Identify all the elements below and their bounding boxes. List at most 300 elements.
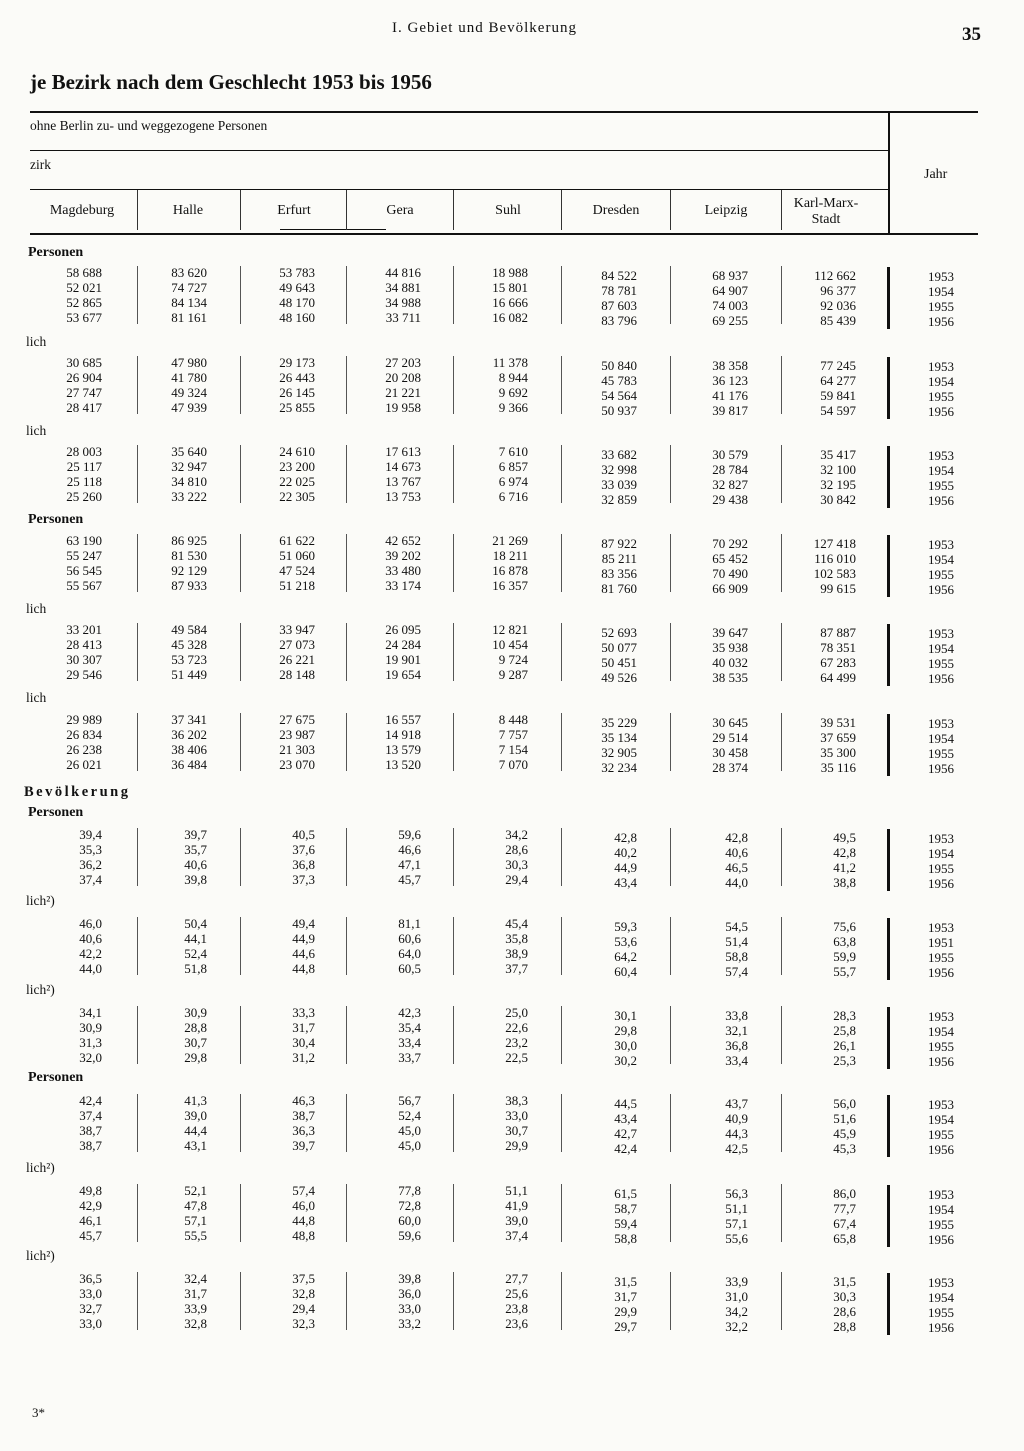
table-cell: 39,7 bbox=[184, 827, 207, 842]
table-cell: 33,9 bbox=[184, 1301, 207, 1316]
table-cell: 46,0 bbox=[79, 916, 102, 931]
table-cell: 86,0 bbox=[833, 1186, 856, 1201]
table-cell: 92 129 bbox=[171, 563, 207, 578]
table-cell: 30 307 bbox=[66, 652, 102, 667]
table-cell: 116 010 bbox=[814, 551, 856, 566]
table-cell: 32,3 bbox=[292, 1316, 315, 1331]
table-cell: 47,8 bbox=[184, 1198, 207, 1213]
year-cell: 1956 bbox=[928, 671, 954, 686]
table-cell: 39,0 bbox=[505, 1213, 528, 1228]
table-cell: 49 526 bbox=[601, 670, 637, 685]
table-cell: 41,3 bbox=[184, 1093, 207, 1108]
table-cell: 49,8 bbox=[79, 1183, 102, 1198]
table-cell: 84 522 bbox=[601, 268, 637, 283]
table-cell: 37,4 bbox=[505, 1228, 528, 1243]
table-cell: 38 535 bbox=[712, 670, 748, 685]
table-cell: 31,7 bbox=[614, 1289, 637, 1304]
table-cell: 85 439 bbox=[820, 313, 856, 328]
table-cell: 33,0 bbox=[398, 1301, 421, 1316]
table-cell: 14 918 bbox=[385, 727, 421, 742]
table-cell: 39,8 bbox=[398, 1271, 421, 1286]
table-cell: 36 123 bbox=[712, 373, 748, 388]
table-cell: 19 958 bbox=[385, 400, 421, 415]
table-cell: 35 229 bbox=[601, 715, 637, 730]
table-cell: 31,7 bbox=[292, 1020, 315, 1035]
table-cell: 39 647 bbox=[712, 625, 748, 640]
table-cell: 50 937 bbox=[601, 403, 637, 418]
table-cell: 26 443 bbox=[279, 370, 315, 385]
table-cell: 8 944 bbox=[498, 370, 528, 385]
table-cell: 28,6 bbox=[833, 1304, 856, 1319]
table-cell: 55,7 bbox=[833, 964, 856, 979]
table-cell: 38,9 bbox=[505, 946, 528, 961]
table-cell: 23 070 bbox=[279, 757, 315, 772]
table-cell: 45,7 bbox=[398, 872, 421, 887]
table-cell: 37 341 bbox=[171, 712, 207, 727]
table-cell: 23 987 bbox=[279, 727, 315, 742]
table-cell: 50 077 bbox=[601, 640, 637, 655]
table-cell: 67,4 bbox=[833, 1216, 856, 1231]
table-cell: 9 692 bbox=[498, 385, 528, 400]
table-cell: 44,8 bbox=[292, 961, 315, 976]
table-cell: 59,6 bbox=[398, 827, 421, 842]
table-cell: 33 480 bbox=[385, 563, 421, 578]
table-cell: 16 557 bbox=[385, 712, 421, 727]
table-cell: 55 567 bbox=[66, 578, 102, 593]
table-cell: 38,7 bbox=[292, 1108, 315, 1123]
year-cell: 1954 bbox=[928, 731, 954, 746]
year-cell: 1953 bbox=[928, 1097, 954, 1112]
table-cell: 53,6 bbox=[614, 934, 637, 949]
table-cell: 36 484 bbox=[171, 757, 207, 772]
running-head: I. Gebiet und Bevölkerung bbox=[392, 20, 577, 36]
year-cell: 1953 bbox=[928, 1275, 954, 1290]
table-cell: 33,4 bbox=[725, 1053, 748, 1068]
rule-sub bbox=[30, 150, 888, 151]
table-cell: 25,3 bbox=[833, 1053, 856, 1068]
table-cell: 34,2 bbox=[505, 827, 528, 842]
table-cell: 39,4 bbox=[79, 827, 102, 842]
table-cell: 68 937 bbox=[712, 268, 748, 283]
table-cell: 44,9 bbox=[614, 860, 637, 875]
table-cell: 59,6 bbox=[398, 1228, 421, 1243]
table-cell: 58,7 bbox=[614, 1201, 637, 1216]
table-cell: 33,0 bbox=[505, 1108, 528, 1123]
table-cell: 30,1 bbox=[614, 1008, 637, 1023]
table-cell: 11 378 bbox=[492, 355, 528, 370]
table-cell: 34,2 bbox=[725, 1304, 748, 1319]
table-cell: 42,8 bbox=[725, 830, 748, 845]
table-cell: 29,8 bbox=[184, 1050, 207, 1065]
year-cell: 1953 bbox=[928, 920, 954, 935]
year-cell: 1953 bbox=[928, 716, 954, 731]
table-cell: 57,1 bbox=[184, 1213, 207, 1228]
year-separator bbox=[887, 357, 890, 419]
table-cell: 30 579 bbox=[712, 447, 748, 462]
table-cell: 45,9 bbox=[833, 1126, 856, 1141]
table-cell: 49,5 bbox=[833, 830, 856, 845]
table-cell: 48,8 bbox=[292, 1228, 315, 1243]
table-cell: 39,7 bbox=[292, 1138, 315, 1153]
table-cell: 33 174 bbox=[385, 578, 421, 593]
column-header-halle: Halle bbox=[172, 203, 204, 218]
table-cell: 42,7 bbox=[614, 1126, 637, 1141]
table-cell: 43,7 bbox=[725, 1096, 748, 1111]
year-cell: 1951 bbox=[928, 935, 954, 950]
table-cell: 63,8 bbox=[833, 934, 856, 949]
table-cell: 74 003 bbox=[712, 298, 748, 313]
table-cell: 27 747 bbox=[66, 385, 102, 400]
table-cell: 10 454 bbox=[492, 637, 528, 652]
table-cell: 45,0 bbox=[398, 1138, 421, 1153]
table-cell: 83 620 bbox=[171, 265, 207, 280]
table-cell: 30,9 bbox=[184, 1005, 207, 1020]
year-separator bbox=[887, 1095, 890, 1157]
table-cell: 29 173 bbox=[279, 355, 315, 370]
table-cell: 49 324 bbox=[171, 385, 207, 400]
table-cell: 42,8 bbox=[614, 830, 637, 845]
year-cell: 1956 bbox=[928, 314, 954, 329]
column-header-leipzig: Leipzig bbox=[704, 203, 748, 218]
table-cell: 25 260 bbox=[66, 489, 102, 504]
table-cell: 32 234 bbox=[601, 760, 637, 775]
group-label-personen: Personen bbox=[28, 805, 84, 820]
table-cell: 33 711 bbox=[385, 310, 421, 325]
table-cell: 43,4 bbox=[614, 875, 637, 890]
jahr-divider bbox=[888, 112, 890, 234]
page-title: je Bezirk nach dem Geschlecht 1953 bis 1956 bbox=[30, 70, 432, 94]
table-cell: 9 366 bbox=[498, 400, 528, 415]
table-cell: 33,9 bbox=[725, 1274, 748, 1289]
sub-label: lich²) bbox=[26, 1248, 55, 1263]
table-cell: 67 283 bbox=[820, 655, 856, 670]
table-cell: 40,6 bbox=[79, 931, 102, 946]
header-column-separator bbox=[137, 190, 138, 230]
year-cell: 1956 bbox=[928, 582, 954, 597]
table-cell: 23,2 bbox=[505, 1035, 528, 1050]
table-cell: 70 490 bbox=[712, 566, 748, 581]
table-cell: 46,0 bbox=[292, 1198, 315, 1213]
table-cell: 96 377 bbox=[820, 283, 856, 298]
table-cell: 21 303 bbox=[279, 742, 315, 757]
table-cell: 25 117 bbox=[66, 459, 102, 474]
table-cell: 6 716 bbox=[498, 489, 528, 504]
table-cell: 26 904 bbox=[66, 370, 102, 385]
table-cell: 43,4 bbox=[614, 1111, 637, 1126]
header-column-separator bbox=[346, 190, 347, 230]
table-cell: 29,9 bbox=[614, 1304, 637, 1319]
table-cell: 38 406 bbox=[171, 742, 207, 757]
table-cell: 9 724 bbox=[498, 652, 528, 667]
table-cell: 37,7 bbox=[505, 961, 528, 976]
table-subtitle: ohne Berlin zu- und weggezogene Personen bbox=[30, 118, 268, 133]
table-cell: 87 603 bbox=[601, 298, 637, 313]
table-cell: 41 176 bbox=[712, 388, 748, 403]
table-cell: 29,9 bbox=[505, 1138, 528, 1153]
table-cell: 99 615 bbox=[820, 581, 856, 596]
table-cell: 33 682 bbox=[601, 447, 637, 462]
header-column-separator bbox=[670, 190, 671, 230]
table-cell: 34 810 bbox=[171, 474, 207, 489]
table-cell: 27 073 bbox=[279, 637, 315, 652]
table-cell: 25,6 bbox=[505, 1286, 528, 1301]
table-cell: 57,4 bbox=[725, 964, 748, 979]
table-cell: 60,0 bbox=[398, 1213, 421, 1228]
table-cell: 33 201 bbox=[66, 622, 102, 637]
year-cell: 1956 bbox=[928, 493, 954, 508]
year-cell: 1956 bbox=[928, 876, 954, 891]
table-cell: 44,0 bbox=[79, 961, 102, 976]
table-cell: 39 531 bbox=[820, 715, 856, 730]
rule-head-bottom bbox=[30, 233, 978, 235]
table-cell: 53 783 bbox=[279, 265, 315, 280]
table-cell: 81 760 bbox=[601, 581, 637, 596]
table-cell: 56 545 bbox=[66, 563, 102, 578]
table-cell: 35 134 bbox=[601, 730, 637, 745]
table-cell: 42,2 bbox=[79, 946, 102, 961]
table-cell: 29,4 bbox=[292, 1301, 315, 1316]
table-cell: 45 328 bbox=[171, 637, 207, 652]
table-cell: 31,5 bbox=[833, 1274, 856, 1289]
year-cell: 1954 bbox=[928, 374, 954, 389]
table-cell: 42,4 bbox=[79, 1093, 102, 1108]
table-cell: 27,7 bbox=[505, 1271, 528, 1286]
table-cell: 36,5 bbox=[79, 1271, 102, 1286]
year-cell: 1954 bbox=[928, 1112, 954, 1127]
table-cell: 86 925 bbox=[171, 533, 207, 548]
year-cell: 1954 bbox=[928, 1202, 954, 1217]
table-cell: 45 783 bbox=[601, 373, 637, 388]
table-cell: 23,8 bbox=[505, 1301, 528, 1316]
table-cell: 41,9 bbox=[505, 1198, 528, 1213]
table-cell: 33 039 bbox=[601, 477, 637, 492]
table-cell: 56,7 bbox=[398, 1093, 421, 1108]
column-header-dresden: Dresden bbox=[592, 203, 640, 218]
table-cell: 70 292 bbox=[712, 536, 748, 551]
sub-label: lich²) bbox=[26, 982, 55, 997]
table-cell: 49 584 bbox=[171, 622, 207, 637]
table-cell: 51,6 bbox=[833, 1111, 856, 1126]
year-cell: 1955 bbox=[928, 746, 954, 761]
table-cell: 44,1 bbox=[184, 931, 207, 946]
table-cell: 33 222 bbox=[171, 489, 207, 504]
table-cell: 42,9 bbox=[79, 1198, 102, 1213]
year-cell: 1953 bbox=[928, 359, 954, 374]
table-cell: 59,9 bbox=[833, 949, 856, 964]
table-cell: 29,7 bbox=[614, 1319, 637, 1334]
table-subtitle-bezirk: zirk bbox=[30, 157, 51, 172]
table-cell: 35,8 bbox=[505, 931, 528, 946]
year-cell: 1953 bbox=[928, 269, 954, 284]
year-separator bbox=[887, 535, 890, 597]
year-cell: 1954 bbox=[928, 641, 954, 656]
table-cell: 38 358 bbox=[712, 358, 748, 373]
table-cell: 31,0 bbox=[725, 1289, 748, 1304]
table-cell: 37,4 bbox=[79, 1108, 102, 1123]
table-cell: 85 211 bbox=[601, 551, 637, 566]
table-cell: 33,0 bbox=[79, 1286, 102, 1301]
table-cell: 36,3 bbox=[292, 1123, 315, 1138]
table-cell: 30 458 bbox=[712, 745, 748, 760]
year-cell: 1953 bbox=[928, 626, 954, 641]
table-cell: 22,5 bbox=[505, 1050, 528, 1065]
table-cell: 35 640 bbox=[171, 444, 207, 459]
table-cell: 31,2 bbox=[292, 1050, 315, 1065]
table-cell: 17 613 bbox=[385, 444, 421, 459]
table-cell: 36,8 bbox=[725, 1038, 748, 1053]
year-cell: 1956 bbox=[928, 965, 954, 980]
table-cell: 75,6 bbox=[833, 919, 856, 934]
table-cell: 43,1 bbox=[184, 1138, 207, 1153]
table-cell: 52 865 bbox=[66, 295, 102, 310]
table-cell: 19 654 bbox=[385, 667, 421, 682]
year-cell: 1954 bbox=[928, 284, 954, 299]
year-separator bbox=[887, 1273, 890, 1335]
table-cell: 64 499 bbox=[820, 670, 856, 685]
table-cell: 58,8 bbox=[725, 949, 748, 964]
table-cell: 32,8 bbox=[292, 1286, 315, 1301]
rule-columns bbox=[30, 189, 888, 190]
table-cell: 127 418 bbox=[813, 536, 856, 551]
year-separator bbox=[887, 829, 890, 891]
table-cell: 65 452 bbox=[712, 551, 748, 566]
table-cell: 60,5 bbox=[398, 961, 421, 976]
table-cell: 46,3 bbox=[292, 1093, 315, 1108]
table-cell: 32 947 bbox=[171, 459, 207, 474]
table-cell: 65,8 bbox=[833, 1231, 856, 1246]
table-cell: 36 202 bbox=[171, 727, 207, 742]
table-cell: 29 514 bbox=[712, 730, 748, 745]
table-cell: 30,7 bbox=[184, 1035, 207, 1050]
header-column-separator bbox=[240, 190, 241, 230]
year-cell: 1953 bbox=[928, 1009, 954, 1024]
table-cell: 51,1 bbox=[505, 1183, 528, 1198]
table-cell: 20 208 bbox=[385, 370, 421, 385]
table-cell: 18 988 bbox=[492, 265, 528, 280]
table-cell: 83 796 bbox=[601, 313, 637, 328]
table-cell: 28,6 bbox=[505, 842, 528, 857]
table-cell: 32,4 bbox=[184, 1271, 207, 1286]
table-cell: 35,4 bbox=[398, 1020, 421, 1035]
table-cell: 64,0 bbox=[398, 946, 421, 961]
year-cell: 1954 bbox=[928, 846, 954, 861]
table-cell: 28 784 bbox=[712, 462, 748, 477]
table-cell: 74 727 bbox=[171, 280, 207, 295]
year-cell: 1955 bbox=[928, 478, 954, 493]
year-cell: 1955 bbox=[928, 389, 954, 404]
table-cell: 33,0 bbox=[79, 1316, 102, 1331]
table-cell: 36,2 bbox=[79, 857, 102, 872]
table-cell: 13 753 bbox=[385, 489, 421, 504]
table-cell: 42 652 bbox=[385, 533, 421, 548]
table-cell: 47 980 bbox=[171, 355, 207, 370]
table-cell: 39 817 bbox=[712, 403, 748, 418]
year-cell: 1955 bbox=[928, 1039, 954, 1054]
table-cell: 45,4 bbox=[505, 916, 528, 931]
table-cell: 112 662 bbox=[814, 268, 856, 283]
table-cell: 44,9 bbox=[292, 931, 315, 946]
table-cell: 45,0 bbox=[398, 1123, 421, 1138]
year-cell: 1955 bbox=[928, 567, 954, 582]
table-cell: 37,5 bbox=[292, 1271, 315, 1286]
table-cell: 32 998 bbox=[601, 462, 637, 477]
page-number: 35 bbox=[962, 24, 981, 45]
table-cell: 33,4 bbox=[398, 1035, 421, 1050]
table-cell: 26,1 bbox=[833, 1038, 856, 1053]
table-cell: 31,7 bbox=[184, 1286, 207, 1301]
table-cell: 34 988 bbox=[385, 295, 421, 310]
table-cell: 22,6 bbox=[505, 1020, 528, 1035]
table-cell: 51 060 bbox=[279, 548, 315, 563]
table-cell: 26 834 bbox=[66, 727, 102, 742]
table-cell: 21 221 bbox=[385, 385, 421, 400]
table-cell: 77 245 bbox=[820, 358, 856, 373]
group-label-personen: Personen bbox=[28, 512, 84, 527]
table-cell: 44 816 bbox=[385, 265, 421, 280]
year-cell: 1956 bbox=[928, 1142, 954, 1157]
table-cell: 64,2 bbox=[614, 949, 637, 964]
table-cell: 60,4 bbox=[614, 964, 637, 979]
table-cell: 32 859 bbox=[601, 492, 637, 507]
table-cell: 59 841 bbox=[820, 388, 856, 403]
year-cell: 1954 bbox=[928, 552, 954, 567]
table-cell: 29,4 bbox=[505, 872, 528, 887]
table-cell: 52 693 bbox=[601, 625, 637, 640]
year-separator bbox=[887, 918, 890, 980]
rule-head-under bbox=[280, 229, 386, 230]
column-header-karl-marx-stadt: Karl-Marx- Stadt bbox=[793, 196, 859, 227]
table-cell: 30 685 bbox=[66, 355, 102, 370]
table-cell: 30,9 bbox=[79, 1020, 102, 1035]
table-cell: 25 118 bbox=[66, 474, 102, 489]
table-cell: 81 161 bbox=[171, 310, 207, 325]
column-header-suhl: Suhl bbox=[495, 203, 521, 218]
table-cell: 26 238 bbox=[66, 742, 102, 757]
table-cell: 25,0 bbox=[505, 1005, 528, 1020]
year-cell: 1953 bbox=[928, 448, 954, 463]
table-cell: 46,1 bbox=[79, 1213, 102, 1228]
table-cell: 63 190 bbox=[66, 533, 102, 548]
table-cell: 35 300 bbox=[820, 745, 856, 760]
table-cell: 81,1 bbox=[398, 916, 421, 931]
table-cell: 42,5 bbox=[725, 1141, 748, 1156]
table-cell: 47 939 bbox=[171, 400, 207, 415]
table-cell: 7 757 bbox=[498, 727, 528, 742]
jahr-header: Jahr bbox=[924, 167, 948, 182]
table-cell: 30,4 bbox=[292, 1035, 315, 1050]
year-cell: 1956 bbox=[928, 404, 954, 419]
table-cell: 55,5 bbox=[184, 1228, 207, 1243]
table-cell: 29 989 bbox=[66, 712, 102, 727]
table-cell: 51,8 bbox=[184, 961, 207, 976]
table-cell: 29,8 bbox=[614, 1023, 637, 1038]
year-cell: 1955 bbox=[928, 1127, 954, 1142]
sub-label: lich bbox=[26, 601, 47, 616]
table-cell: 30,2 bbox=[614, 1053, 637, 1068]
table-cell: 30,3 bbox=[505, 857, 528, 872]
table-cell: 7 154 bbox=[498, 742, 528, 757]
table-cell: 32,7 bbox=[79, 1301, 102, 1316]
table-cell: 32,0 bbox=[79, 1050, 102, 1065]
table-cell: 87 933 bbox=[171, 578, 207, 593]
table-cell: 84 134 bbox=[171, 295, 207, 310]
table-cell: 38,7 bbox=[79, 1138, 102, 1153]
table-cell: 41 780 bbox=[171, 370, 207, 385]
table-cell: 27 675 bbox=[279, 712, 315, 727]
table-cell: 39,0 bbox=[184, 1108, 207, 1123]
sub-label: lich²) bbox=[26, 1160, 55, 1175]
table-cell: 83 356 bbox=[601, 566, 637, 581]
